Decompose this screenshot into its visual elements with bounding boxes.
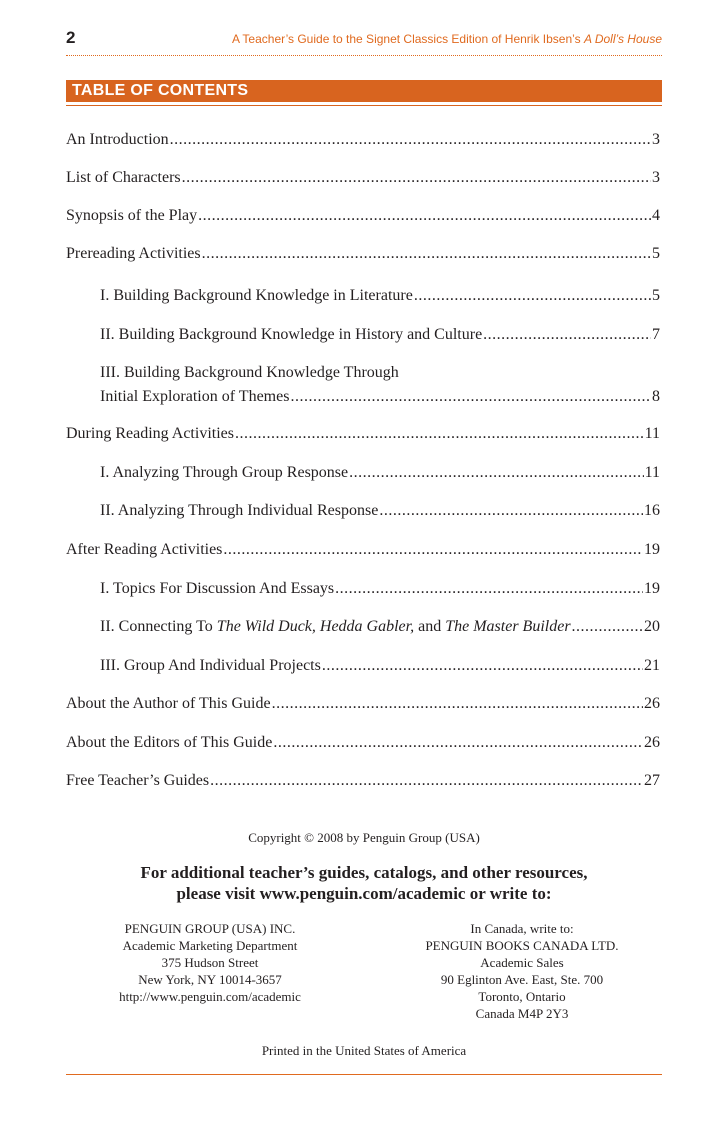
header-rule [66,55,662,56]
toc-entry[interactable] [100,361,660,407]
toc-entry-label: During Reading Activities [66,425,234,442]
running-head [232,32,662,46]
running-head-title: A Doll’s House [583,32,662,46]
toc-entry-page: 3 [652,169,660,186]
dot-leader [290,385,651,409]
toc-entry-label: II. Analyzing Through Individual Response [100,502,379,519]
dot-leader [210,769,643,793]
address-line: PENGUIN GROUP (USA) INC. [124,921,296,936]
toc-entry-label: I. Topics For Discussion And Essays [100,580,335,597]
toc-entry-label: Free Teacher’s Guides [66,772,210,789]
address-line: Canada M4P 2Y3 [475,1006,569,1021]
page-header [66,30,662,52]
toc-heading: TABLE OF CONTENTS [72,82,249,99]
dot-leader [182,166,651,190]
banner-rule [66,105,662,106]
address-line: PENGUIN BOOKS CANADA LTD. [425,938,619,953]
us-address [100,920,320,1005]
canada-address [392,920,652,1022]
toc-entry-label: I. Analyzing Through Group Response [100,464,349,481]
dot-leader [170,128,651,152]
toc-entry[interactable] [100,323,660,347]
toc-entry-label: II. Building Background Knowledge in History and Culture [100,326,483,343]
toc-entry[interactable] [100,615,660,639]
address-line: Academic Marketing Department [122,938,298,953]
toc-entry-label-line1: III. Building Background Knowledge Through [100,364,399,381]
toc-entry-label-line2: Initial Exploration of Themes [100,388,290,405]
toc-entry-page: 7 [652,326,660,343]
toc-banner [66,80,662,102]
dot-leader [414,284,651,308]
printed-in: Printed in the United States of America [261,1043,467,1058]
toc-entry[interactable] [66,538,660,562]
toc-entry-page: 21 [644,657,660,674]
toc-entry[interactable] [66,731,660,755]
toc-entry-page: 5 [652,287,660,304]
toc-entry-page: 11 [644,425,660,442]
dot-leader [272,692,643,716]
toc-entry[interactable] [100,577,660,601]
callout-line: For additional teacher’s guides, catalogs, and other resources, [140,863,588,882]
toc-entry[interactable] [100,461,660,485]
toc-entry-page: 3 [652,131,660,148]
toc-entry[interactable] [66,769,660,793]
dot-leader [322,654,643,678]
address-line: In Canada, write to: [470,921,574,936]
toc-entry-page: 8 [652,388,660,405]
footer-rule [66,1074,662,1075]
resources-callout [0,862,728,904]
toc-entry-conjunction: and [414,618,446,635]
toc-entry[interactable] [100,654,660,678]
toc-entry-label: Prereading Activities [66,245,201,262]
toc-entry-label: About the Editors of This Guide [66,734,273,751]
address-line: New York, NY 10014-3657 [138,972,282,987]
dot-leader [223,538,643,562]
copyright: Copyright © 2008 by Penguin Group (USA) [248,830,480,845]
toc-entry-page: 19 [644,541,660,558]
address-line: Toronto, Ontario [478,989,566,1004]
toc-entry-label: II. Connecting To [100,618,217,635]
toc-entry-page: 26 [644,734,660,751]
toc-entry-label: Synopsis of the Play [66,207,198,224]
toc-entry-page: 27 [644,772,660,789]
running-head-prefix: A Teacher’s Guide to the Signet Classics Edition of Henrik Ibsen’s [231,32,584,46]
toc-entry-page: 11 [644,464,660,481]
dot-leader [572,615,643,639]
callout-line: please visit www.penguin.com/academic or write to: [176,884,552,903]
toc-entry[interactable] [66,422,660,446]
toc-entry-title: The Master Builder [445,618,571,635]
toc-entry-page: 5 [652,245,660,262]
toc-entry-label: About the Author of This Guide [66,695,271,712]
toc-entry[interactable] [100,284,660,308]
toc-entry-page: 16 [644,502,660,519]
dot-leader [235,422,644,446]
toc-entry-label: III. Group And Individual Projects [100,657,321,674]
toc-entry-label: After Reading Activities [66,541,223,558]
dot-leader [273,731,643,755]
toc-entry[interactable] [100,499,660,523]
address-link[interactable]: http://www.penguin.com/academic [119,989,301,1004]
dot-leader [379,499,643,523]
address-line: Academic Sales [480,955,564,970]
toc-entry[interactable] [66,242,660,266]
toc-entry-page: 20 [644,618,660,635]
toc-entry-page: 19 [644,580,660,597]
toc-entry-page: 4 [652,207,660,224]
toc-entry[interactable] [66,204,660,228]
address-line: 375 Hudson Street [161,955,259,970]
toc-entry-label: List of Characters [66,169,181,186]
dot-leader [483,323,651,347]
toc-entry[interactable] [66,128,660,152]
address-line: 90 Eglinton Ave. East, Ste. 700 [440,972,604,987]
toc-entry-title: The Wild Duck, Hedda Gabler, [216,618,415,635]
dot-leader [349,461,643,485]
toc-entry-label: I. Building Background Knowledge in Literature [100,287,413,304]
toc-entry-page: 26 [644,695,660,712]
page-number: 2 [66,28,76,47]
dot-leader [198,204,651,228]
dot-leader [202,242,651,266]
dot-leader [335,577,643,601]
toc-entry[interactable] [66,692,660,716]
toc-entry[interactable] [66,166,660,190]
toc-entry-label: An Introduction [66,131,169,148]
